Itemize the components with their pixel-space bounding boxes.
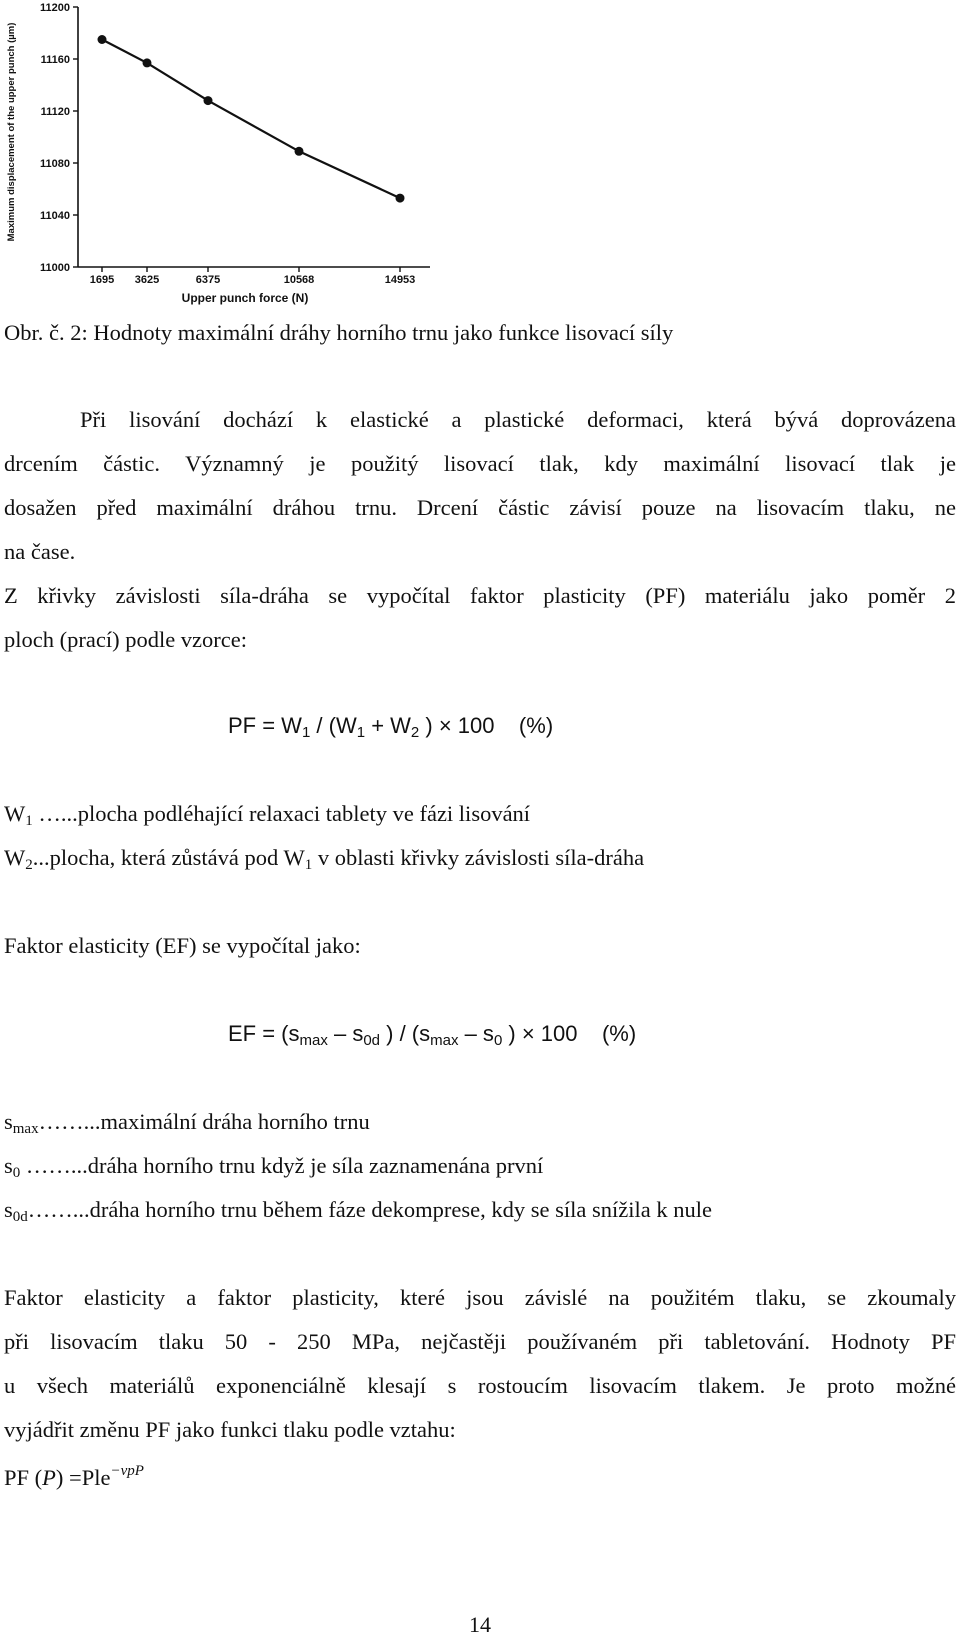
data-point [98, 35, 107, 44]
x-tick-label: 1695 [89, 274, 115, 286]
formula-ef: EF = ($s_{max} - s_{0d}$ ) / ($s_{max} - s_0$ ) × 100 (%) [228, 1021, 637, 1049]
para3-line3: u všech materiálů exponenciálně klesají s rostoucím lisovacím tlakem. Je proto možné [4, 1373, 956, 1398]
para1-line1: Při lisování dochází k elastické a plastické deformaci, která bývá doprovázena [80, 407, 956, 432]
ef-intro: Faktor elasticity (EF) se vypočítal jako: [4, 933, 361, 958]
displacement-force-chart [0, 0, 440, 322]
para3-line2: při lisovacím tlaku 50 - 250 MPa, nejčastěji používaném při tabletování. Hodnoty PF [4, 1329, 956, 1354]
data-points [98, 35, 405, 203]
data-point [204, 96, 213, 105]
para3-line1: Faktor elasticity a faktor plasticity, které jsou závislé na použitém tlaku, se zkoumaly [4, 1285, 956, 1310]
para1-line2: drcením částic. Významný je použitý lisovací tlak, kdy maximální lisovací tlak je [4, 451, 956, 476]
y-tick-label: 11200 [40, 2, 70, 14]
para2-line1: Z křivky závislosti síla-dráha se vypočítal faktor plasticity (PF) materiálu jako poměr 2 [4, 583, 956, 608]
def-smax: $s_{max}\dots\dots...maximá\ln í$ dráha horního trnu [4, 1109, 370, 1137]
x-axis [78, 267, 430, 286]
y-tick-label: 11080 [40, 158, 70, 170]
def-s0d: $s_{0d}\dots\dots...dráha$ horního trnu během fáze dekomprese, kdy se síla snížila k nule [4, 1197, 712, 1225]
x-tick-label: 10568 [283, 274, 315, 286]
def-w1: $W_1$ …...plocha podléhající relaxaci tablety ve fázi lisování [4, 801, 531, 829]
data-point [143, 58, 152, 67]
def-s0: $s_0$ ……...dráha horního trnu když je síla zaznamenána první [4, 1153, 544, 1181]
para2-line2: ploch (prací) podle vzorce: [4, 627, 248, 652]
y-axis-label: Maximum displacement of the upper punch (µm) [6, 22, 17, 242]
x-tick-label: 14953 [384, 274, 416, 286]
para1-line4: na čase. [4, 539, 76, 564]
x-tick-label: 3625 [134, 274, 160, 286]
y-tick-label: 11120 [40, 106, 70, 118]
y-tick-label: 11000 [40, 262, 70, 274]
para3-line4: vyjádřit změnu PF jako funkci tlaku podle vztahu: [4, 1417, 456, 1442]
def-w2: $W_2...plocha$, která zůstává pod $W_1$ v oblasti křivky závislosti síla-dráha [4, 845, 645, 873]
y-axis [40, 2, 78, 274]
x-tick-label: 6375 [195, 274, 221, 286]
x-axis-label: Upper punch force (N) [181, 291, 309, 305]
figure-caption: Obr. č. 2: Hodnoty maximální dráhy horního trnu jako funkce lisovací síly [4, 320, 674, 345]
data-point [396, 194, 405, 203]
formula-pf: PF = $W_1 / (W_1 + W_2$ ) × 100 (%) [228, 713, 554, 741]
para1-line3: dosažen před maximální dráhou trnu. Drcení částic závisí pouze na lisovacím tlaku, ne [4, 495, 956, 520]
y-tick-label: 11160 [40, 54, 70, 66]
page-number: 14 [469, 1612, 491, 1637]
y-tick-label: 11040 [40, 210, 70, 222]
formula-pf-p: PF (P) =Ple$^{-\nu pP}$ [4, 1463, 144, 1490]
data-point [295, 147, 304, 156]
